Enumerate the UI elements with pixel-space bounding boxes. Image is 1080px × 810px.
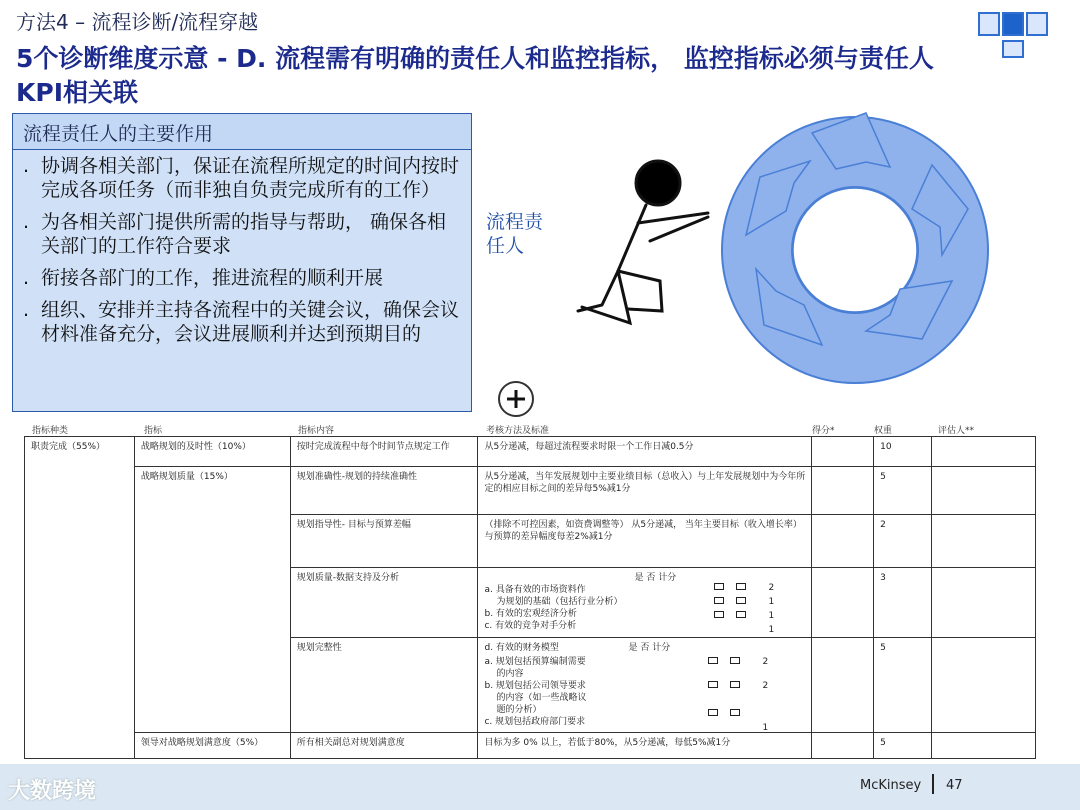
score-cell — [812, 437, 874, 467]
no-checkbox[interactable] — [730, 681, 740, 688]
score-value: 1 — [768, 625, 775, 635]
bullet-text: 协调各相关部门，保证在流程所规定的时间内按时完成各项任务（而非独自负责完成所有的工作） — [41, 155, 460, 201]
criteria-text: b. 规划包括公司领导要求 — [484, 681, 586, 691]
score-value: 1 — [768, 597, 775, 607]
logo-square — [1026, 12, 1048, 36]
score-cell — [812, 515, 874, 568]
method-cell: 从5分递减，当年发展规划中主要业绩目标（总收入）与上年发展规划中为今年所定的相应目标之间的差异每5%减1分 — [478, 467, 812, 515]
no-checkbox[interactable] — [730, 709, 740, 716]
checkbox-column — [702, 656, 802, 734]
watermark: 大数跨境 — [8, 779, 97, 804]
no-checkbox[interactable] — [736, 583, 746, 590]
yn-header: 是 否 计分 — [628, 643, 671, 653]
weight-cell: 3 — [874, 568, 932, 638]
assessor-cell — [932, 467, 1036, 515]
score-value: 1 — [768, 611, 775, 621]
yn-header: 是 否 计分 — [634, 573, 677, 583]
criteria-text: c. 有效的竞争对手分析 — [484, 621, 577, 631]
no-checkbox[interactable] — [736, 611, 746, 618]
content-cell: 按时完成流程中每个时间节点规定工作 — [290, 437, 478, 467]
score-value: 2 — [768, 583, 775, 593]
criteria-text: b. 有效的宏观经济分析 — [484, 609, 577, 619]
bullet-text: 为各相关部门提供所需的指导与帮助， 确保各相关部门的工作符合要求 — [41, 211, 447, 257]
yes-checkbox[interactable] — [714, 583, 724, 590]
yes-checkbox[interactable] — [708, 709, 718, 716]
cycle-ring-icon — [746, 113, 968, 348]
assessor-cell — [932, 515, 1036, 568]
process-owner-label — [486, 210, 543, 258]
assessor-cell — [932, 733, 1036, 759]
section-subtitle: 方法4 – 流程诊断/流程穿越 — [16, 10, 259, 34]
score-cell — [812, 733, 874, 759]
yes-checkbox[interactable] — [714, 611, 724, 618]
assessor-cell — [932, 437, 1036, 467]
criteria-text: a. 具备有效的市场资料作 — [484, 585, 586, 595]
table-header: 考核方法及标准 — [486, 426, 550, 436]
brand-name: McKinsey — [860, 778, 922, 793]
criteria-text: 的内容（如一些战略议 — [496, 693, 587, 703]
stick-figure-icon — [578, 161, 708, 323]
method-cell — [478, 638, 812, 733]
table-header: 评估人** — [938, 426, 975, 436]
criteria-text: c. 规划包括政府部门要求 — [484, 717, 586, 727]
criteria-text: 的内容 — [496, 669, 524, 679]
table-header: 指标 — [144, 426, 163, 436]
bullet-item: . 衔接各部门的工作，推进流程的顺利开展 — [23, 267, 384, 289]
yes-checkbox[interactable] — [708, 681, 718, 688]
yes-checkbox[interactable] — [708, 657, 718, 664]
score-value: 2 — [762, 681, 769, 691]
criteria-text: 为规划的基础（包括行业分析） — [496, 597, 623, 607]
indicator-cell: 战略规划的及时性（10%） — [134, 437, 290, 467]
indicator-cell: 战略规划质量（15%） — [134, 467, 290, 733]
content-cell: 规划质量-数据支持及分析 — [290, 568, 478, 638]
table-row — [25, 437, 1036, 467]
content-cell: 所有相关副总对规划满意度 — [290, 733, 478, 759]
indicator-cell: 领导对战略规划满意度（5%） — [134, 733, 290, 759]
criteria-text: 题的分析） — [496, 705, 542, 715]
category-cell: 职责完成（55%） — [25, 437, 135, 759]
criteria-text: d. 有效的财务模型 — [484, 643, 559, 653]
label-line: 任人 — [486, 235, 525, 257]
logo-square-dark — [1002, 12, 1024, 36]
bullet-item: . 组织、安排并主持各流程中的关键会议，确保会议材料准备充分，会议进展顺利并达到预期目的 — [23, 299, 460, 345]
bullet-item: . 为各相关部门提供所需的指导与帮助， 确保各相关部门的工作符合要求 — [23, 211, 447, 257]
table-header: 权重 — [874, 426, 893, 436]
table-header: 得分* — [812, 426, 835, 436]
no-checkbox[interactable] — [730, 657, 740, 664]
role-box — [12, 113, 472, 412]
assessor-cell — [932, 638, 1036, 733]
score-value: 1 — [762, 723, 769, 733]
role-box-heading: 流程责任人的主要作用 — [13, 114, 471, 150]
bullet-text: 组织、安排并主持各流程中的关键会议，确保会议材料准备充分，会议进展顺利并达到预期目的 — [41, 299, 460, 345]
logo-square — [1002, 40, 1024, 58]
footer-divider — [932, 774, 934, 794]
kpi-table — [24, 436, 1036, 759]
table-row — [25, 733, 1036, 759]
score-cell — [812, 568, 874, 638]
method-cell: 从5分递减，每超过流程要求时限一个工作日减0.5分 — [478, 437, 812, 467]
content-cell: 规划完整性 — [290, 638, 478, 733]
method-cell — [478, 568, 812, 638]
weight-cell: 5 — [874, 638, 932, 733]
table-row — [25, 467, 1036, 515]
no-checkbox[interactable] — [736, 597, 746, 604]
score-cell — [812, 638, 874, 733]
table-header: 指标内容 — [298, 426, 335, 436]
method-cell: （排除不可控因素，如资费调整等） 从5分递减， 当年主要目标（收入增长率）与预算的差异幅度每差2%减1分 — [478, 515, 812, 568]
table-header: 指标种类 — [32, 426, 69, 436]
score-value: 2 — [762, 657, 769, 667]
yes-checkbox[interactable] — [714, 597, 724, 604]
checkbox-column — [708, 582, 808, 634]
content-cell: 规划指导性- 目标与预算差幅 — [290, 515, 478, 568]
criteria-text: a. 规划包括预算编制需要 — [484, 657, 586, 667]
weight-cell: 10 — [874, 437, 932, 467]
slide-title: 5个诊断维度示意 - D. 流程需有明确的责任人和监控指标， 监控指标必须与责任人KPI相关联 — [16, 44, 934, 107]
logo-square — [978, 12, 1000, 36]
weight-cell: 2 — [874, 515, 932, 568]
page-number: 47 — [946, 778, 963, 793]
label-line: 流程责 — [486, 211, 544, 233]
bullet-item: . 协调各相关部门，保证在流程所规定的时间内按时完成各项任务（而非独自负责完成所有的工作） — [23, 155, 460, 201]
weight-cell: 5 — [874, 467, 932, 515]
method-cell: 目标为多 0% 以上，若低于80%，从5分递减，每低5%减1分 — [478, 733, 812, 759]
cycle-illustration — [560, 105, 1020, 395]
assessor-cell — [932, 568, 1036, 638]
content-cell: 规划准确性-规划的持续准确性 — [290, 467, 478, 515]
plus-icon[interactable] — [497, 380, 535, 418]
score-cell — [812, 467, 874, 515]
bullet-text: 衔接各部门的工作，推进流程的顺利开展 — [41, 267, 384, 289]
weight-cell: 5 — [874, 733, 932, 759]
